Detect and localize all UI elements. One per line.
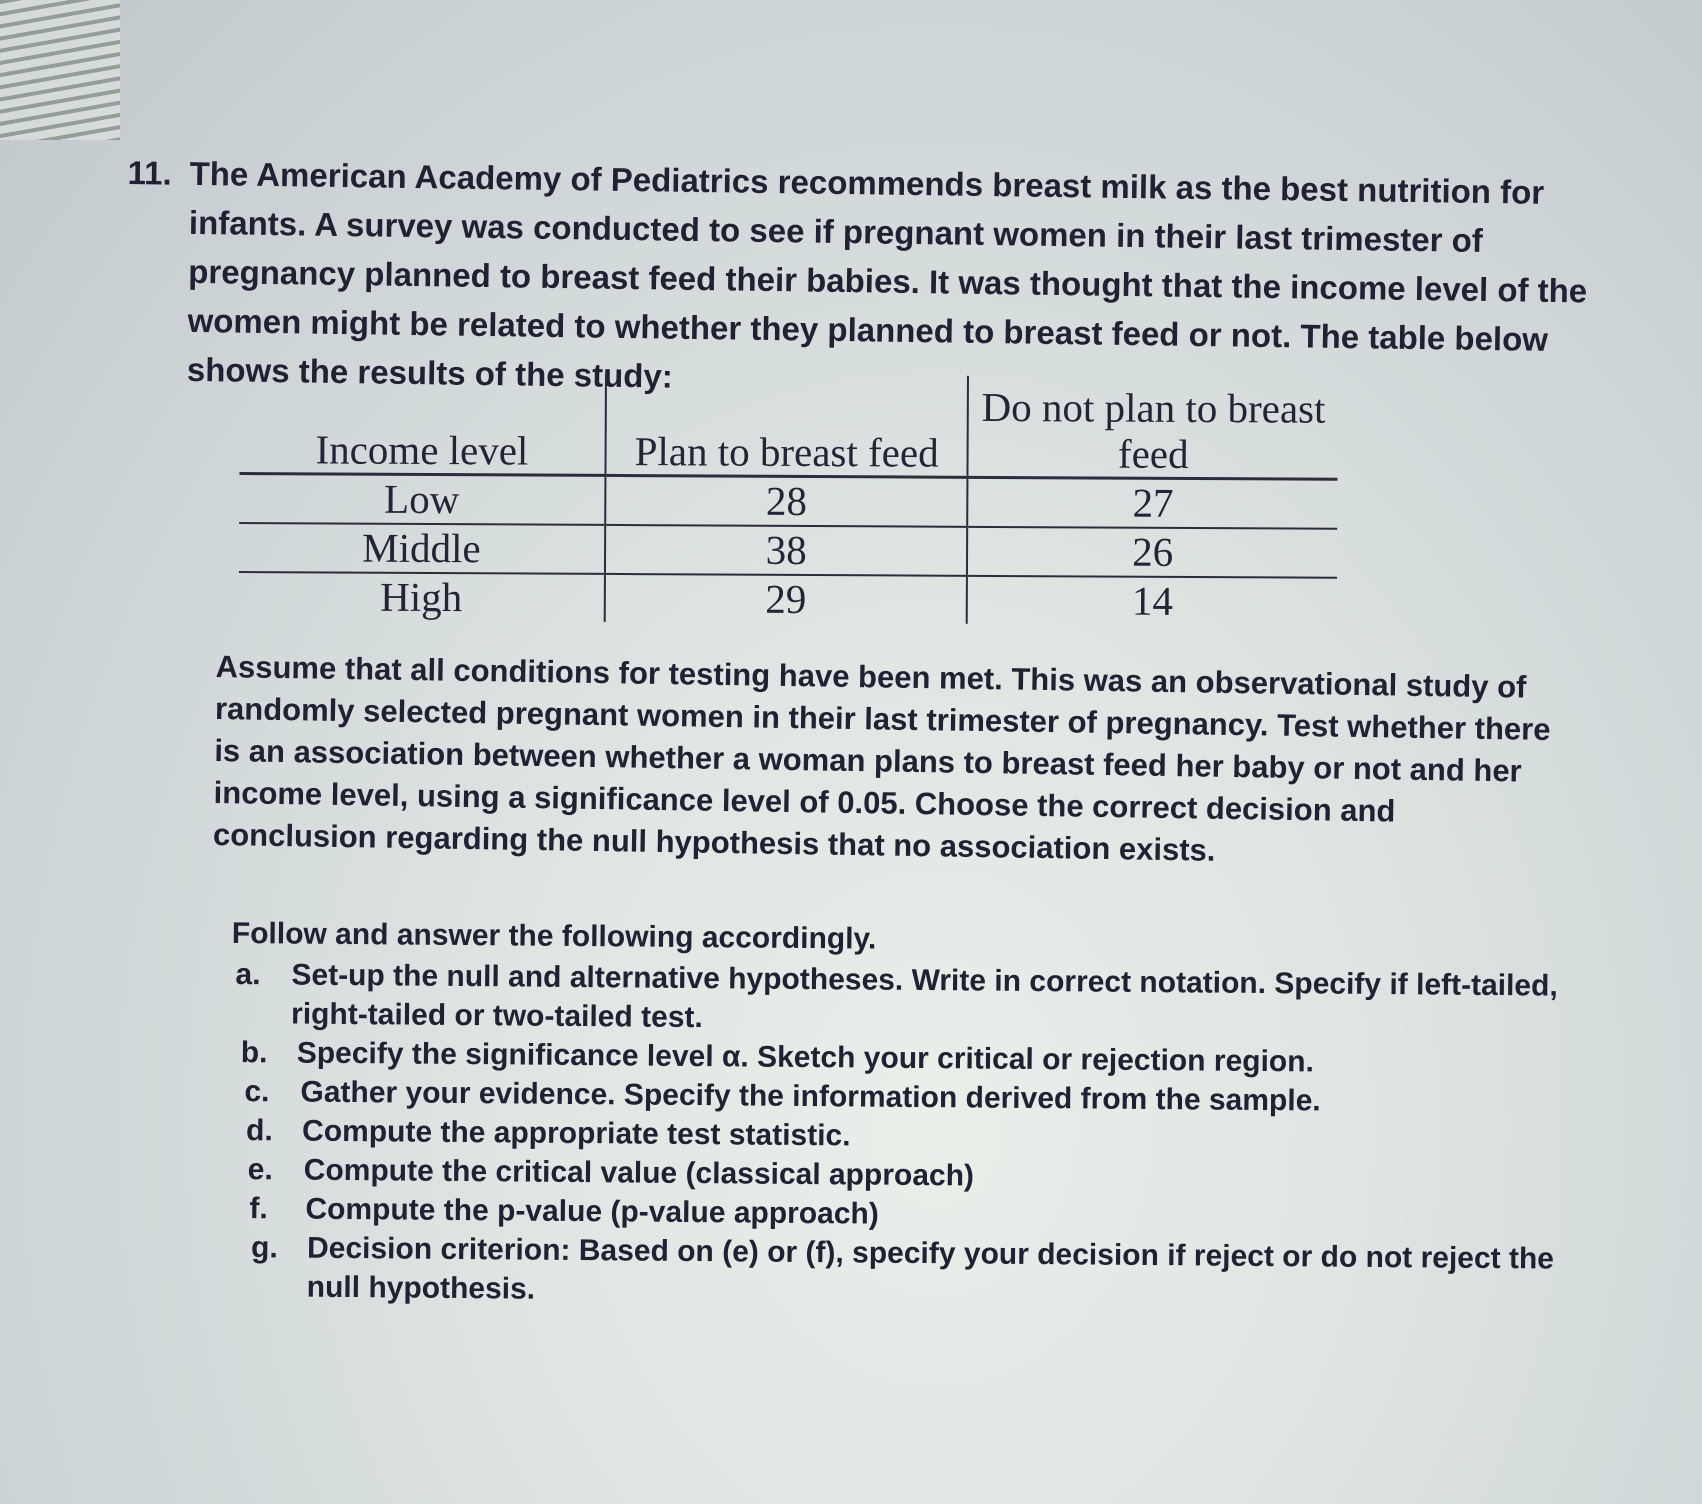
row-plan-count: 28 <box>605 475 968 526</box>
header-plan-to-breast-feed: Plan to breast feed <box>605 374 968 477</box>
instructions-intro: Follow and answer the following accordingly. <box>231 916 877 956</box>
item-marker: d. <box>245 1114 273 1148</box>
row-no-plan-count: 14 <box>967 576 1337 626</box>
row-no-plan-count: 27 <box>968 477 1338 528</box>
item-text: Compute the appropriate test statistic. <box>301 1114 851 1153</box>
table-header-row <box>239 372 1338 479</box>
list-item <box>231 955 1572 1045</box>
row-income-level: Low <box>239 473 605 524</box>
row-no-plan-count: 26 <box>967 527 1337 578</box>
item-text: Set-up the null and alternative hypotheses. Write in correct notation. Specify if left-tailed, right-tailed or two-tailed test. <box>290 958 1558 1035</box>
item-text: Compute the p-value (p-value approach) <box>305 1192 879 1231</box>
instructions-section <box>229 914 1572 1318</box>
assumption-paragraph: Assume that all conditions for testing have been met. This was an observational study of randomly selected pregnant women in their last trimester of pregnancy. Test whether there is an association between whether a woman plans to breast feed her baby or not and her income level, using a significance level of 0.05. Choose the correct decision and conclusion regarding the null hypothesis that no association exists. <box>212 648 1551 868</box>
item-text: Specify the significance level α. Sketch your critical or rejection region. <box>296 1036 1315 1079</box>
question-text: The American Academy of Pediatrics recommends breast milk as the best nutrition for infants. A survey was conducted to see if pregnant women in their last trimester of pregnancy planned to breast feed their babies. It was thought that the income level of the women might be related to whether they planned to breast feed or not. The table below shows the results of the study: <box>186 154 1588 395</box>
item-marker: g. <box>250 1231 278 1265</box>
item-marker: b. <box>240 1036 268 1070</box>
table-row <box>239 473 1337 528</box>
item-marker: c. <box>244 1075 270 1109</box>
question-number: 11. <box>127 153 172 192</box>
item-marker: a. <box>235 958 261 992</box>
table-row <box>239 523 1337 578</box>
row-plan-count: 29 <box>604 574 967 624</box>
table-row <box>239 572 1337 626</box>
row-income-level: High <box>380 573 463 621</box>
item-text: Compute the critical value (classical approach) <box>303 1153 975 1193</box>
row-income-level: Middle <box>239 523 605 574</box>
instructions-list <box>229 955 1572 1318</box>
list-item <box>247 1228 1570 1318</box>
header-do-not-plan: Do not plan to breast feed <box>968 376 1338 479</box>
item-text: Gather your evidence. Specify the information derived from the sample. <box>300 1075 1321 1118</box>
header-income-level: Income level <box>239 372 605 475</box>
row-plan-count: 38 <box>605 525 968 576</box>
screen-edge-artifact <box>0 0 120 140</box>
item-marker: f. <box>249 1192 268 1226</box>
item-text: Decision criterion: Based on (e) or (f), specify your decision if reject or do not reject the null hypothesis. <box>306 1231 1555 1306</box>
income-breastfeeding-table <box>239 372 1338 626</box>
item-marker: e. <box>247 1153 273 1187</box>
